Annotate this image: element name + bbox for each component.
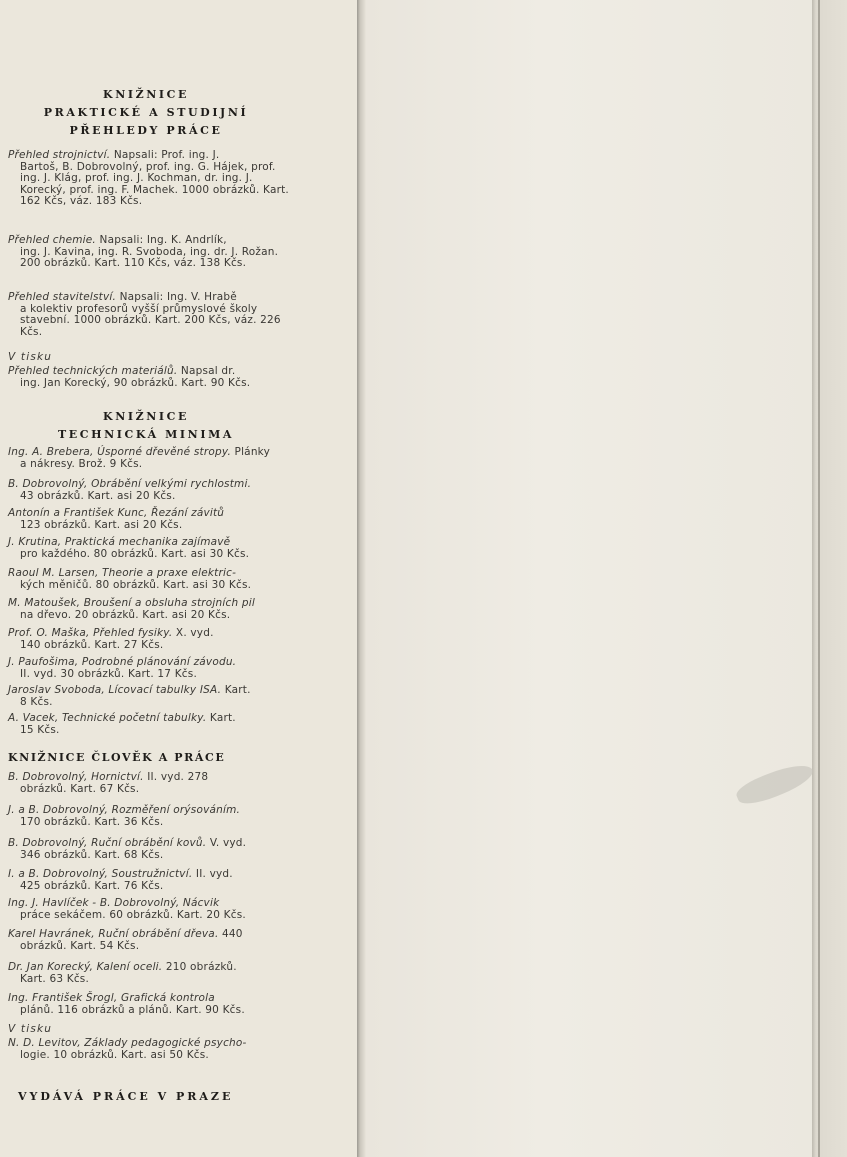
book-title: Přehled chemie. (8, 234, 96, 246)
book-details-cont: 43 obrázků. Kart. asi 20 Kčs. (20, 489, 176, 502)
book-details: Napsali: Prof. ing. J. (110, 149, 220, 161)
list-item (8, 568, 290, 591)
book-details-cont: a kolektiv profesorů vyšší průmyslové školy stavební. 1000 obrázků. Kart. 200 Kčs, váz. 226 Kčs. (20, 302, 281, 338)
list-item (8, 235, 290, 270)
book-details-cont: Bartoš, B. Dobrovolný, prof. ing. G. Hájek, prof. ing. J. Klág, prof. ing. J. Kochman, dr. ing. J. Korecký, prof. ing. F. Machek. 1000 obrázků. Kart. 162 Kčs, váz. 183 Kčs. (20, 160, 289, 207)
list-item (8, 713, 290, 736)
book-title: J. Krutina, Praktická mechanika zajímavě (8, 536, 231, 548)
list-item (8, 479, 290, 502)
section1-heading-line1: KNIŽNICE (103, 88, 189, 101)
book-details: Napsali: Ing. K. Andrlík, (95, 234, 227, 246)
list-item (8, 993, 290, 1016)
list-item (8, 537, 290, 560)
book-details-cont: obrázků. Kart. 54 Kčs. (20, 939, 140, 952)
book-details-cont: obrázků. Kart. 67 Kčs. (20, 782, 140, 795)
list-item (8, 772, 290, 795)
section2-heading-line1: KNIŽNICE (103, 410, 189, 423)
book-title: Raoul M. Larsen, Theorie a praxe elektric- (8, 567, 237, 579)
list-item (8, 898, 290, 921)
book-details-cont: plánů. 116 obrázků a plánů. Kart. 90 Kčs. (20, 1003, 245, 1016)
book-title: Ing. František Šrogl, Grafická kontrola (8, 992, 215, 1004)
list-item (8, 657, 290, 680)
book-list-column (0, 0, 358, 1157)
book-details-cont: Kart. 63 Kčs. (20, 972, 90, 985)
list-item (8, 838, 290, 861)
section2-heading-line2: TECHNICKÁ MINIMA (58, 428, 234, 441)
book-title: Karel Havránek, Ruční obrábění dřeva. (8, 928, 219, 940)
book-title: Antonín a František Kunc, Řezání závitů (8, 507, 225, 519)
book-details-cont: 346 obrázků. Kart. 68 Kčs. (20, 848, 164, 861)
in-print-label: V tisku (8, 1023, 53, 1035)
cover-fold-line (818, 0, 820, 1157)
list-item (8, 292, 290, 338)
book-details: V. vyd. (206, 837, 247, 849)
right-page-blank (366, 0, 812, 1157)
book-title: J. a B. Dobrovolný, Rozměření orýsováním. (8, 804, 241, 816)
book-title: Dr. Jan Korecký, Kalení oceli. (8, 961, 163, 973)
book-details-cont: kých měničů. 80 obrázků. Kart. asi 30 Kčs. (20, 578, 252, 591)
book-details: X. vyd. (172, 627, 214, 639)
list-item (8, 929, 290, 952)
book-details: Plánky (231, 446, 270, 458)
book-title: B. Dobrovolný, Ruční obrábění kovů. (8, 837, 207, 849)
book-details-cont: ing. J. Kavina, ing. R. Svoboda, ing. dr. J. Rožan. 200 obrázků. Kart. 110 Kčs, váz. 138 Kčs. (20, 245, 279, 269)
book-details-cont: na dřevo. 20 obrázků. Kart. asi 20 Kčs. (20, 608, 231, 621)
list-item (8, 962, 290, 985)
list-item (8, 1038, 290, 1061)
list-item (8, 150, 290, 208)
section3-heading: KNIŽNICE ČLOVĚK A PRÁCE (8, 751, 226, 764)
publisher-footer: VYDÁVÁ PRÁCE V PRAZE (18, 1090, 234, 1103)
book-details-cont: práce sekáčem. 60 obrázků. Kart. 20 Kčs. (20, 908, 246, 921)
book-title: M. Matoušek, Broušení a obsluha strojních pil (8, 597, 255, 609)
in-print-label: V tisku (8, 351, 53, 363)
book-details: 210 obrázků. (162, 961, 237, 973)
book-details-cont: 8 Kčs. (20, 695, 53, 708)
book-details-cont: logie. 10 obrázků. Kart. asi 50 Kčs. (20, 1048, 209, 1061)
book-title: N. D. Levitov, Základy pedagogické psycho- (8, 1037, 247, 1049)
book-title: Ing. J. Havlíček - B. Dobrovolný, Nácvik (8, 897, 220, 909)
book-title: J. Paufošima, Podrobné plánování závodu. (8, 656, 237, 668)
book-details: Napsal dr. (177, 365, 236, 377)
book-title: B. Dobrovolný, Obrábění velkými rychlostmi. (8, 478, 252, 490)
book-title: Prof. O. Maška, Přehled fysiky. (8, 627, 173, 639)
list-item (8, 805, 290, 828)
book-spine (357, 0, 366, 1157)
book-title: Přehled technických materiálů. (8, 365, 178, 377)
section1-heading-line3: PŘEHLEDY PRÁCE (69, 124, 223, 137)
book-details: II. vyd. (192, 868, 233, 880)
book-details: Napsali: Ing. V. Hrabě (116, 291, 237, 303)
book-title: Přehled stavitelství. (8, 291, 117, 303)
book-details-cont: 15 Kčs. (20, 723, 60, 736)
book-title: B. Dobrovolný, Hornictví. (8, 771, 144, 783)
book-title: A. Vacek, Technické početní tabulky. (8, 712, 207, 724)
book-details-cont: a nákresy. Brož. 9 Kčs. (20, 457, 143, 470)
book-title: Jaroslav Svoboda, Lícovací tabulky ISA. (8, 684, 222, 696)
book-details: 440 (218, 928, 243, 940)
book-details: Kart. (206, 712, 236, 724)
book-details-cont: 170 obrázků. Kart. 36 Kčs. (20, 815, 164, 828)
section1-heading-line2: PRAKTICKÉ A STUDIJNÍ (43, 106, 249, 119)
list-item (8, 628, 290, 651)
book-details-cont: 123 obrázků. Kart. asi 20 Kčs. (20, 518, 183, 531)
list-item (8, 598, 290, 621)
book-details-cont: 425 obrázků. Kart. 76 Kčs. (20, 879, 164, 892)
book-title: I. a B. Dobrovolný, Soustružnictví. (8, 868, 193, 880)
book-details-cont: II. vyd. 30 obrázků. Kart. 17 Kčs. (20, 667, 197, 680)
list-item (8, 366, 290, 389)
book-details: Kart. (221, 684, 251, 696)
list-item (8, 869, 290, 892)
list-item (8, 685, 290, 708)
list-item (8, 447, 290, 470)
list-item (8, 508, 290, 531)
book-details-cont: pro každého. 80 obrázků. Kart. asi 30 Kčs. (20, 547, 250, 560)
book-title: Přehled strojnictví. (8, 149, 111, 161)
book-title: Ing. A. Brebera, Úsporné dřevěné stropy. (8, 446, 231, 458)
book-details: II. vyd. 278 (143, 771, 209, 783)
book-details-cont: 140 obrázků. Kart. 27 Kčs. (20, 638, 164, 651)
book-details-cont: ing. Jan Korecký, 90 obrázků. Kart. 90 Kčs. (20, 376, 251, 389)
